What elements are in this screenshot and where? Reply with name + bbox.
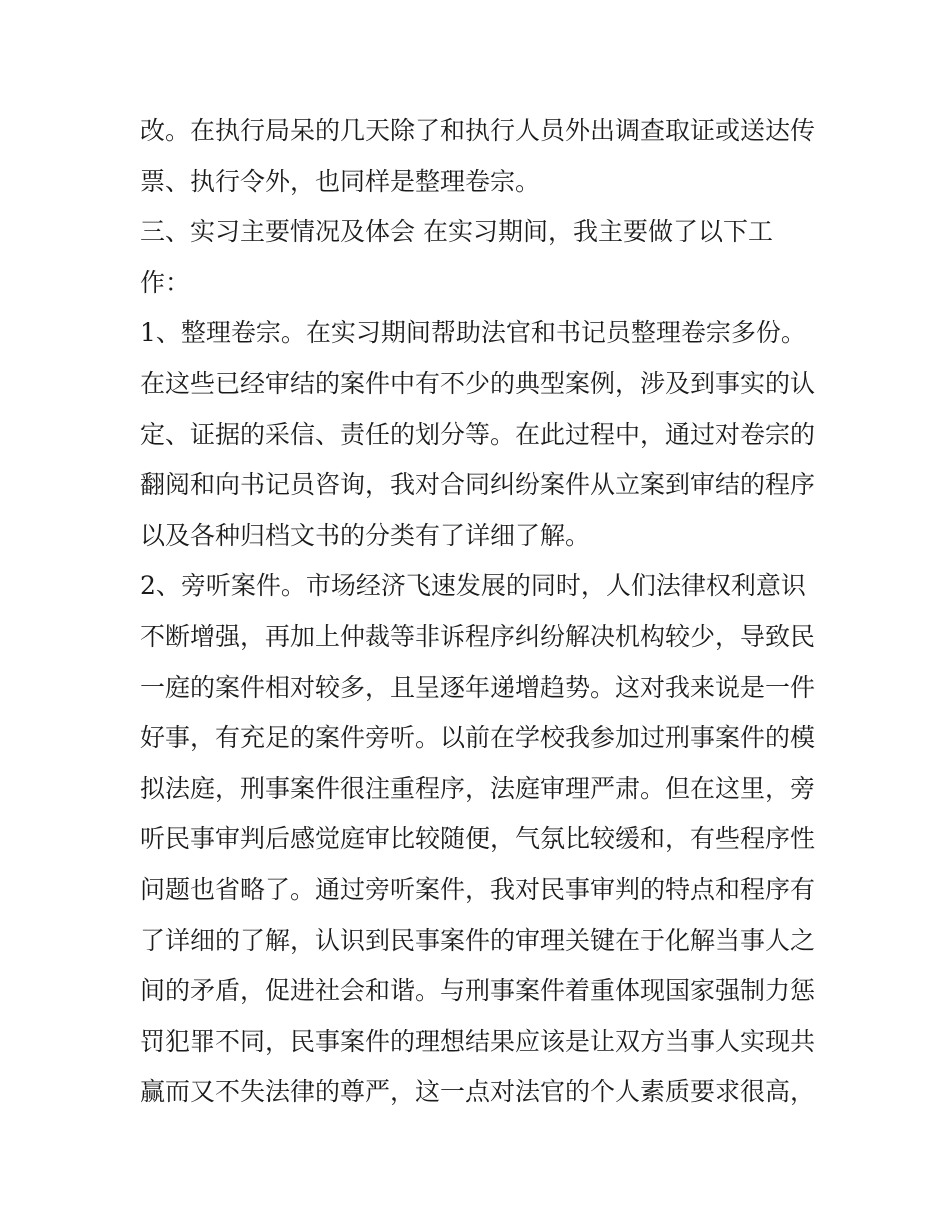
text-line-15: 听民事审判后感觉庭审比较随便，气氛比较缓和，有些程序性 (140, 824, 816, 854)
text-line-4: 作： (140, 267, 191, 297)
text-line-20: 赢而又不失法律的尊严，这一点对法官的个人素质要求很高， (140, 1077, 816, 1107)
text-line-2: 票、执行令外，也同样是整理卷宗。 (140, 166, 541, 196)
text-line-6: 在这些已经审结的案件中有不少的典型案例，涉及到事实的认 (140, 368, 816, 398)
text-line-17: 了详细的了解，认识到民事案件的审理关键在于化解当事人之 (140, 925, 816, 955)
text-line-1: 改。在执行局呆的几天除了和执行人员外出调查取证或送达传 (140, 116, 816, 145)
list-item-2-heading: 2、旁听案件。市场经济飞速发展的同时，人们法律权利意识 (140, 571, 806, 601)
text-line-13: 好事，有充足的案件旁听。以前在学校我参加过刑事案件的模 (140, 723, 816, 753)
document-body (140, 106, 820, 1118)
list-item-1-heading: 1、整理卷宗。在实习期间帮助法官和书记员整理卷宗多份。 (140, 318, 806, 348)
text-line-19: 罚犯罪不同，民事案件的理想结果应该是让双方当事人实现共 (140, 1026, 816, 1056)
text-line-8: 翻阅和向书记员咨询，我对合同纠纷案件从立案到审结的程序 (140, 470, 816, 500)
section-heading-3: 三、实习主要情况及体会 在实习期间，我主要做了以下工 (140, 217, 773, 247)
text-line-14: 拟法庭，刑事案件很注重程序，法庭审理严肃。但在这里，旁 (140, 773, 816, 803)
text-line-12: 一庭的案件相对较多，且呈逐年递增趋势。这对我来说是一件 (140, 672, 816, 702)
text-line-9: 以及各种归档文书的分类有了详细了解。 (140, 520, 591, 550)
text-line-7: 定、证据的采信、责任的划分等。在此过程中，通过对卷宗的 (140, 419, 816, 449)
text-line-11: 不断增强，再加上仲裁等非诉程序纠纷解决机构较少，导致民 (140, 621, 816, 651)
text-line-18: 间的矛盾，促进社会和谐。与刑事案件着重体现国家强制力惩 (140, 976, 816, 1006)
text-line-16: 问题也省略了。通过旁听案件，我对民事审判的特点和程序有 (140, 874, 816, 904)
